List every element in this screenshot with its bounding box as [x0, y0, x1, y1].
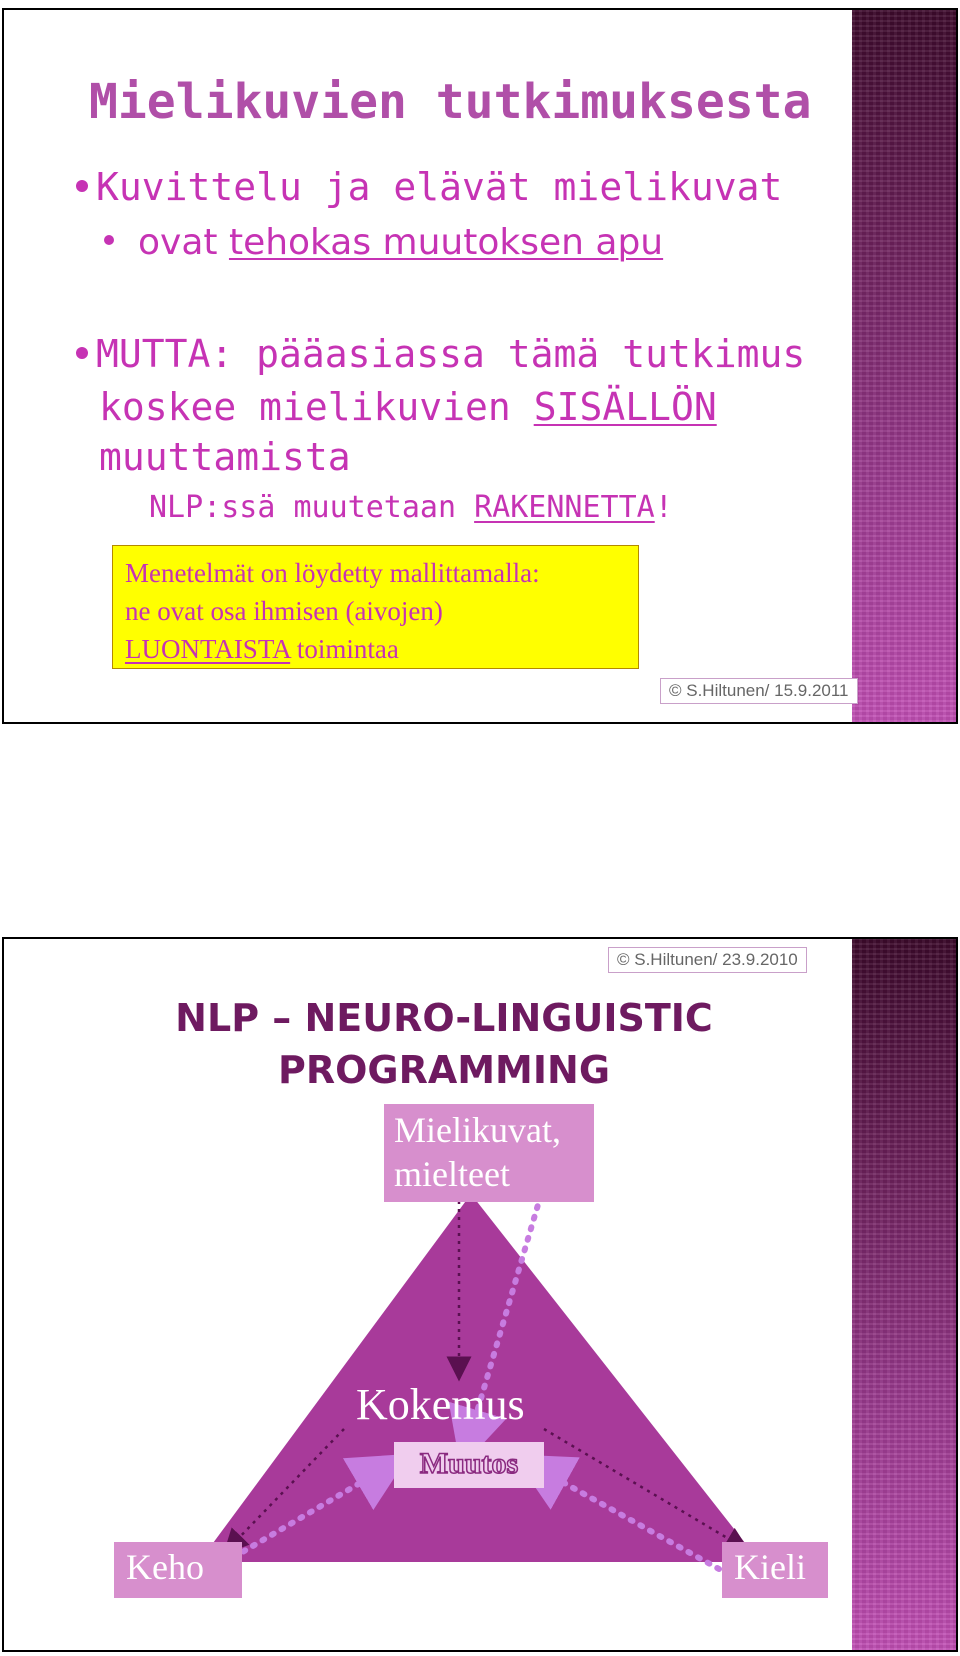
- slide-title: Mielikuvien tutkimuksesta: [89, 74, 812, 130]
- decorative-side-band: [852, 10, 956, 722]
- box-line: ne ovat osa ihmisen (aivojen): [125, 596, 443, 626]
- sub-bullet-tehokas: ovat tehokas muutoksen apu: [104, 222, 663, 263]
- box-line: Menetelmät on löydetty mallittamalla:: [125, 558, 540, 588]
- label-mielikuvat: Mielikuvat, mielteet: [384, 1104, 594, 1202]
- label-muutos: Muutos: [394, 1442, 544, 1488]
- slide-nlp-diagram: [2, 937, 958, 1652]
- bullet-dot-icon: [76, 180, 88, 192]
- underlined-text: LUONTAISTA: [125, 634, 291, 664]
- bullet-mutta-line2: koskee mielikuvien SISÄLLÖN: [99, 385, 717, 429]
- label-keho: Keho: [114, 1542, 242, 1598]
- underlined-text: RAKENNETTA: [474, 490, 655, 525]
- underlined-text: SISÄLLÖN: [533, 385, 717, 429]
- box-line: LUONTAISTA toimintaa: [125, 634, 399, 664]
- bullet-kuvittelu: Kuvittelu ja elävät mielikuvat: [76, 165, 782, 209]
- slide-mielikuvien-tutkimuksesta: [2, 8, 958, 724]
- bullet-dot-icon: [104, 235, 114, 245]
- underlined-text: tehokas muutoksen apu: [228, 222, 664, 263]
- slide-title-line2: PROGRAMMING: [277, 1048, 611, 1092]
- bullet-mutta-line3: muuttamista: [99, 435, 351, 479]
- label-kieli: Kieli: [722, 1542, 828, 1598]
- slide-title-line1: NLP – NEURO-LINGUISTIC: [175, 996, 713, 1040]
- copyright-badge: © S.Hiltunen/ 15.9.2011: [660, 678, 858, 704]
- nlp-statement: NLP:ssä muutetaan RAKENNETTA!: [149, 490, 673, 525]
- highlight-box: [112, 545, 639, 669]
- label-kokemus: Kokemus: [356, 1380, 525, 1429]
- bullet-dot-icon: [76, 347, 88, 359]
- copyright-badge: © S.Hiltunen/ 23.9.2010: [608, 947, 807, 973]
- bullet-mutta: MUTTA: pääasiassa tämä tutkimus: [76, 332, 805, 376]
